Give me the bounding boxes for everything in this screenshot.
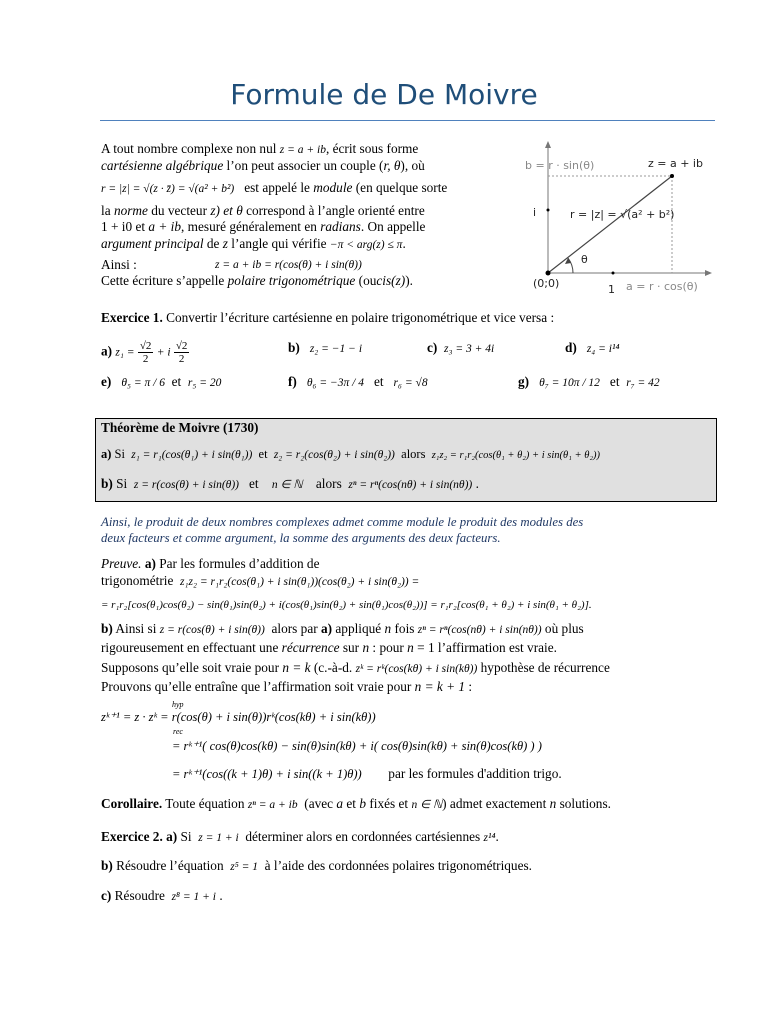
i-label: i — [533, 206, 537, 219]
theorem-b — [101, 476, 479, 493]
text: déterminer alors en cordonnées cartésiennes — [245, 829, 481, 844]
math: z⁵ = 1 — [230, 861, 258, 873]
text: fixés et — [369, 796, 409, 811]
text: cartésienne algébrique — [101, 158, 224, 173]
ex2-item-c — [101, 888, 223, 905]
text: 1 + i0 et — [101, 219, 146, 234]
remark-line-1: Ainsi, le produit de deux nombres complexes admet comme module le produit des modules des — [101, 515, 584, 529]
text: fois — [394, 621, 415, 636]
denominator: 2 — [178, 353, 185, 365]
proof-line-6 — [101, 660, 610, 677]
theta-label: θ — [581, 253, 588, 266]
text: Si — [116, 476, 128, 491]
text: Convertir l’écriture cartésienne en polaire trigonométrique et vice versa : — [166, 310, 555, 325]
ex1-item-a — [101, 340, 189, 365]
math: r₆ = √8 — [393, 377, 428, 389]
text: a — [336, 796, 344, 811]
math: −π < arg(z) ≤ π — [329, 239, 403, 251]
text: appliqué — [335, 621, 382, 636]
text: rigoureusement en effectuant une — [101, 640, 279, 655]
text: : pour — [372, 640, 404, 655]
math: z₁ = r₁(cos(θ₁) + i sin(θ₁)) — [131, 449, 253, 461]
label: a) — [320, 621, 333, 636]
fraction — [138, 340, 154, 365]
ex1-item-b — [288, 340, 362, 357]
numerator: √2 — [175, 340, 188, 352]
label: b) — [101, 858, 113, 873]
label: c) — [101, 888, 112, 903]
intro-line-2 — [101, 158, 425, 174]
ex1-item-e — [101, 374, 221, 391]
text: Par les formules d’addition de — [159, 556, 320, 571]
r-label: r = |z| = √(a² + b²) — [570, 208, 675, 221]
text: z) et — [210, 203, 233, 218]
text: (en quelque sorte — [355, 180, 448, 195]
rec-label: rec — [173, 727, 183, 736]
denominator: 2 — [142, 353, 149, 365]
text: et — [373, 374, 384, 389]
point-one — [612, 272, 615, 275]
text: Théorème de Moivre (1730) — [101, 420, 259, 435]
text: Si — [114, 447, 125, 461]
math: z¹⁴ — [483, 832, 496, 844]
math: z₂ = r₂(cos(θ₂) + i sin(θ₂)) — [273, 449, 395, 461]
text: A tout nombre complexe non nul — [101, 141, 277, 156]
text: récurrence — [281, 640, 340, 655]
math: z = r(cos(θ) + i sin(θ)) — [133, 479, 239, 491]
text: Ainsi : — [101, 257, 137, 272]
fraction — [174, 340, 190, 365]
hyp-label: hyp — [172, 700, 184, 709]
label: a) — [101, 343, 113, 359]
math: z₃ = 3 + 4i — [444, 343, 495, 355]
text: = 1 l’affirmation est vraie. — [417, 640, 557, 655]
a-label: a = r · cos(θ) — [626, 280, 698, 293]
intro-line-6: argument principal de z l’angle qui vérifie −π < arg(z) ≤ π. — [101, 236, 406, 251]
proof-eq-2: = rᵏ⁺¹( cos(θ)cos(kθ) − sin(θ)sin(kθ) + i( cos(θ)sin(kθ) + sin(θ)cos(kθ) ) ) — [172, 739, 542, 753]
vector-z — [548, 176, 675, 273]
label: a) — [144, 556, 156, 571]
corollary — [101, 796, 611, 813]
theorem-a — [101, 446, 600, 464]
proof-eq-3 — [172, 766, 562, 782]
text: alors — [315, 476, 342, 491]
text: n = k — [282, 660, 311, 675]
text: Prouvons qu’elle entraîne que l’affirmation soit vraie pour — [101, 679, 412, 694]
text: n = k + 1 — [414, 679, 466, 694]
math: r, θ — [383, 158, 401, 173]
proof-line-2 — [101, 573, 419, 590]
text: Cette écriture s’appelle — [101, 273, 225, 288]
text: . — [475, 476, 479, 491]
text: par les formules d'addition trigo. — [388, 766, 562, 781]
x-axis-arrow — [705, 270, 712, 276]
text: l’on peut associer un couple ( — [223, 158, 384, 173]
math: θ₆ = −3π / 4 — [306, 377, 364, 389]
math: z₄ = i¹⁴ — [586, 343, 620, 355]
proof-line-3: = r₁r₂[cos(θ₁)cos(θ₂) − sin(θ₁)sin(θ₂) + i(cos(θ₁)sin(θ₂) + sin(θ₁)cos(θ₂))] = r₁r₂[cos(θ₁ + θ₂) + i sin(θ₁ + θ₂)]. — [101, 599, 592, 611]
title-divider — [100, 120, 715, 121]
intro-line-7 — [101, 257, 137, 273]
point-origin — [546, 271, 551, 276]
math: θ₇ = 10π / 12 — [539, 377, 600, 389]
text: alors — [401, 447, 426, 461]
remark-line-2: deux facteurs et comme argument, la somme des arguments des deux facteurs. — [101, 531, 501, 545]
exercise-2-heading: Exercice 2. — [101, 829, 163, 844]
text: solutions. — [559, 796, 611, 811]
text: Résoudre l’équation — [116, 858, 224, 873]
text: b — [359, 796, 366, 811]
text: radians — [320, 219, 361, 234]
math: z⁸ = 1 + i — [171, 891, 217, 903]
label: g) — [518, 374, 530, 389]
proof-line-1 — [101, 556, 319, 572]
proof-line-4 — [101, 621, 584, 638]
label: a) — [101, 447, 112, 461]
text: et — [609, 374, 620, 389]
corollary-heading: Corollaire. — [101, 796, 163, 811]
text: la — [101, 203, 111, 218]
text: (avec — [304, 796, 334, 811]
math: a + ib — [148, 219, 182, 234]
text: (ou — [358, 273, 377, 288]
proof-eq-1: zᵏ⁺¹ = z · zᵏ = r(cos(θ) + i sin(θ))rᵏ(cos(kθ) + i sin(kθ)) — [101, 710, 376, 724]
text: , mesuré généralement en — [181, 219, 317, 234]
exercise-1-statement — [101, 310, 554, 326]
math: zⁿ = rⁿ(cos(nθ) + i sin(nθ)) — [417, 624, 542, 636]
math: z₁z₂ = r₁r₂(cos(θ₁) + i sin(θ₁))(cos(θ₂) + i sin(θ₂)) = — [180, 576, 420, 588]
math: z₁ = — [115, 346, 135, 359]
math: r₇ = 42 — [626, 377, 660, 389]
math: z₁z₂ = r₁r₂(cos(θ₁ + θ₂) + i sin(θ₁ + θ₂)) — [431, 450, 600, 461]
math: zᵏ = rᵏ(cos(kθ) + i sin(kθ)) — [355, 663, 478, 675]
label: d) — [565, 340, 577, 355]
label: f) — [288, 374, 297, 389]
theorem-title — [101, 420, 258, 436]
text: à l’aide des cordonnées polaires trigonométriques. — [264, 858, 532, 873]
text: sur — [342, 640, 360, 655]
text: où plus — [544, 621, 584, 636]
point-z — [670, 174, 674, 178]
text: Supposons qu’elle soit vraie pour — [101, 660, 280, 675]
math: + i — [156, 346, 171, 359]
text: . On appelle — [360, 219, 426, 234]
text: du vecteur — [151, 203, 207, 218]
text: z — [222, 236, 228, 251]
label: b) — [101, 476, 113, 491]
one-label: 1 — [608, 283, 615, 296]
text: Preuve. — [101, 556, 142, 571]
complex-plane-diagram — [515, 138, 715, 298]
label: e) — [101, 374, 112, 389]
text: Ainsi si — [115, 621, 157, 636]
math: n ∈ ℕ — [411, 799, 443, 811]
b-label: b = r · sin(θ) — [525, 159, 595, 172]
numerator: √2 — [139, 340, 152, 352]
math: z = 1 + i — [198, 832, 239, 844]
text: Résoudre — [114, 888, 165, 903]
ex1-item-g — [518, 374, 660, 391]
label: b) — [101, 621, 113, 636]
text: ), où — [400, 158, 425, 173]
text: polaire trigonométrique — [227, 273, 356, 288]
text: n — [362, 640, 370, 655]
text: ) admet exactement — [442, 796, 547, 811]
text: et — [258, 447, 268, 461]
ex1-item-c — [427, 340, 494, 357]
intro-line-3 — [101, 180, 447, 197]
math: zⁿ = a + ib — [247, 799, 298, 811]
intro-line-1 — [101, 141, 418, 158]
math: z = a + ib — [279, 144, 326, 156]
origin-label: (0;0) — [533, 277, 560, 290]
text: est appelé le — [244, 180, 310, 195]
proof-line-5 — [101, 640, 557, 656]
text: (c.-à-d. — [313, 660, 353, 675]
math: r = |z| = √(z · z̄) = √(a² + b²) — [101, 183, 235, 195]
label: b) — [288, 340, 300, 355]
text: n — [407, 640, 414, 655]
y-axis-arrow — [545, 141, 551, 148]
text: module — [313, 180, 353, 195]
text: cis(z) — [376, 273, 406, 288]
text: . — [495, 829, 499, 844]
text: correspond à l’angle orienté entre — [246, 203, 425, 218]
ex2-item-b — [101, 858, 532, 875]
ex2-item-a — [101, 829, 499, 846]
text: l’angle qui vérifie — [231, 236, 327, 251]
math: θ — [236, 203, 243, 218]
text: norme — [113, 203, 148, 218]
ex1-item-d — [565, 340, 619, 357]
text: ). — [405, 273, 413, 288]
intro-line-7-math: z = a + ib = r(cos(θ) + i sin(θ)) — [215, 259, 362, 271]
intro-line-5 — [101, 219, 425, 235]
math: = rᵏ⁺¹(cos((k + 1)θ) + i sin((k + 1)θ)) — [172, 767, 362, 781]
ex1-item-f — [288, 374, 428, 391]
label: c) — [427, 340, 438, 355]
z-label: z = a + ib — [648, 157, 703, 170]
intro-line-4 — [101, 203, 425, 219]
math: zⁿ = rⁿ(cos(nθ) + i sin(nθ)) — [348, 479, 473, 491]
label: a) — [166, 829, 178, 844]
math: n ∈ ℕ — [271, 479, 303, 491]
math: θ₅ = π / 6 — [121, 377, 165, 389]
text: . — [219, 888, 223, 903]
text: n — [549, 796, 557, 811]
proof-line-7 — [101, 679, 472, 695]
text: et — [346, 796, 357, 811]
math: z = r(cos(θ) + i sin(θ)) — [159, 624, 265, 636]
text: de — [206, 236, 220, 251]
text: et — [171, 374, 182, 389]
intro-line-8 — [101, 273, 413, 289]
text: trigonométrie — [101, 573, 174, 588]
text: alors par — [271, 621, 318, 636]
text: et — [248, 476, 259, 491]
text: hypothèse de récurrence — [480, 660, 610, 675]
point-i — [547, 209, 550, 212]
text: Toute équation — [165, 796, 245, 811]
text: : — [468, 679, 473, 694]
math: z₂ = −1 − i — [309, 343, 363, 355]
page-title: Formule de De Moivre — [230, 78, 538, 111]
exercise-1-heading: Exercice 1. — [101, 310, 163, 325]
text: argument principal — [101, 236, 204, 251]
text: Si — [180, 829, 192, 844]
text: , écrit sous forme — [325, 141, 419, 156]
text: n — [384, 621, 392, 636]
math: r₅ = 20 — [187, 377, 222, 389]
